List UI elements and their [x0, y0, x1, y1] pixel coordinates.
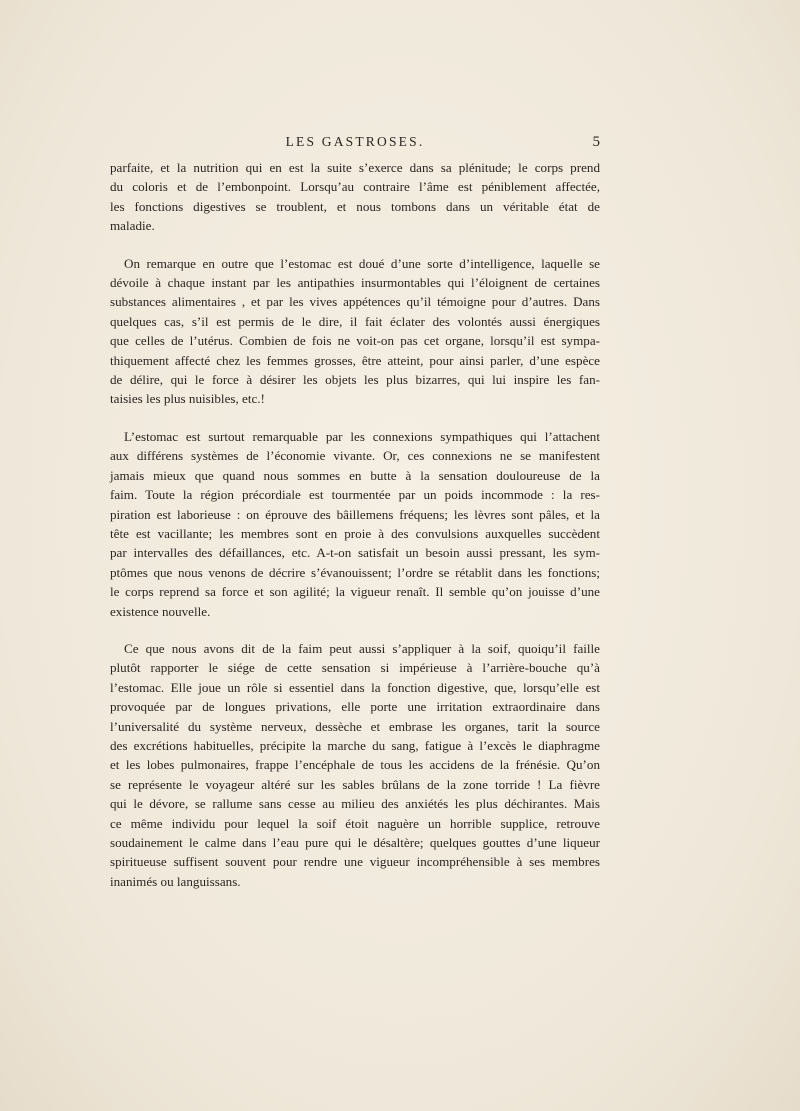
text-line: plutôt rapporter le siége de cette sensation si impérieuse à l’arrière-bouche qu’à	[110, 660, 600, 676]
running-title: LES GASTROSES.	[285, 134, 425, 149]
text-line: faim. Toute la région précordiale est tourmentée par un poids incommode : la res-	[110, 487, 600, 503]
text-line: substances alimentaires , et par les vives appétences qu’il témoigne pour d’autres. Dans	[110, 294, 600, 310]
text-line: thiquement affecté chez les femmes grosses, être atteint, pour ainsi parler, d’une espèce	[110, 352, 600, 368]
paragraph	[110, 254, 600, 409]
text-line: des excrétions habituelles, précipite la marche du sang, fatigue à l’excès le diaphragme	[110, 737, 600, 753]
paragraph	[110, 158, 600, 236]
text-line: Ce que nous avons dit de la faim peut aussi s’appliquer à la soif, quoiqu’il faille	[124, 640, 600, 656]
text-line: piration est laborieuse : on éprouve des bâillemens fréquens; les lèvres sont pâles, et la	[110, 506, 600, 522]
text-line: les fonctions digestives se troublent, et nous tombons dans un véritable état de	[110, 198, 600, 214]
text-line: soudainement le calme dans l’eau pure qui le désaltère; quelques gouttes d’une liqueur	[110, 835, 600, 850]
page-header	[110, 134, 600, 154]
text-line: l’universalité du système nerveux, dessèche et embrase les organes, tarit la source	[110, 718, 600, 734]
text-line: parfaite, et la nutrition qui en est la suite s’exerce dans sa plénitude; le corps prend	[110, 160, 600, 175]
text-line: spiritueuse suffisent souvent pour rendre une vigueur incompréhensible à ses membres	[110, 854, 600, 870]
text-line: inanimés ou languissans.	[110, 873, 241, 889]
text-line: le corps reprend sa force et son agilité; la vigueur renaît. Il semble qu’on jouisse d’une	[110, 584, 600, 600]
text-line: que celles de l’utérus. Combien de fois ne voit-on pas cet organe, lorsqu’il est sympa-	[110, 333, 600, 349]
text-line: taisies les plus nuisibles, etc.!	[110, 391, 265, 407]
text-line: tête est vacillante; les membres sont en proie à des convulsions auxquelles succèdent	[110, 525, 600, 541]
text-line: ce même individu pour lequel la soif étoit naguère un horrible supplice, retrouve	[110, 815, 600, 831]
text-line: provoquée par de longues privations, elle porte une irritation extraordinaire dans	[110, 699, 600, 715]
text-line: quelques cas, s’il est permis de le dire, il fait éclater des volontés aussi énergiques	[110, 313, 600, 329]
text-line: du coloris et de l’embonpoint. Lorsqu’au contraire l’âme est péniblement affectée,	[110, 179, 600, 195]
text-line: dévoile à chaque instant par les antipathies insurmontables qui l’éloignent de certaines	[110, 275, 600, 291]
page-number: 5	[592, 134, 600, 150]
text-line: aux différens systèmes de l’économie vivante. Or, ces connexions ne se manifestent	[110, 448, 600, 464]
text-line: maladie.	[110, 218, 155, 234]
text-line: On remarque en outre que l’estomac est doué d’une sorte d’intelligence, laquelle se	[124, 255, 600, 271]
text-line: par intervalles des défaillances, etc. A-t-on satisfait un besoin aussi pressant, les sym-	[110, 545, 600, 561]
text-line: l’estomac. Elle joue un rôle si essentiel dans la fonction digestive, que, lorsqu’elle est	[110, 679, 600, 695]
text-line: qui le dévore, se rallume sans cesse au milieu des anxiétés les plus déchirantes. Mais	[110, 796, 600, 812]
text-line: L’estomac est surtout remarquable par les connexions sympathiques qui l’attachent	[124, 428, 600, 444]
text-line: de délire, qui le force à désirer les objets les plus bizarres, qui lui inspire les fan-	[110, 372, 600, 388]
body-text	[110, 158, 600, 909]
paragraph	[110, 639, 600, 891]
text-line: existence nouvelle.	[110, 603, 211, 619]
text-line: et les lobes pulmonaires, frappe l’encéphale de tous les accidens de la frénésie. Qu’on	[110, 757, 600, 773]
text-line: ptômes que nous venons de décrire s’évanouissent; l’ordre se rétablit dans les fonctions;	[110, 564, 600, 580]
text-line: se représente le voyageur altéré sur les sables brûlans de la zone torride ! La fièvre	[110, 776, 600, 792]
text-line: jamais mieux que quand nous sommes en butte à la sensation douloureuse de la	[110, 467, 600, 483]
paragraph	[110, 427, 600, 621]
